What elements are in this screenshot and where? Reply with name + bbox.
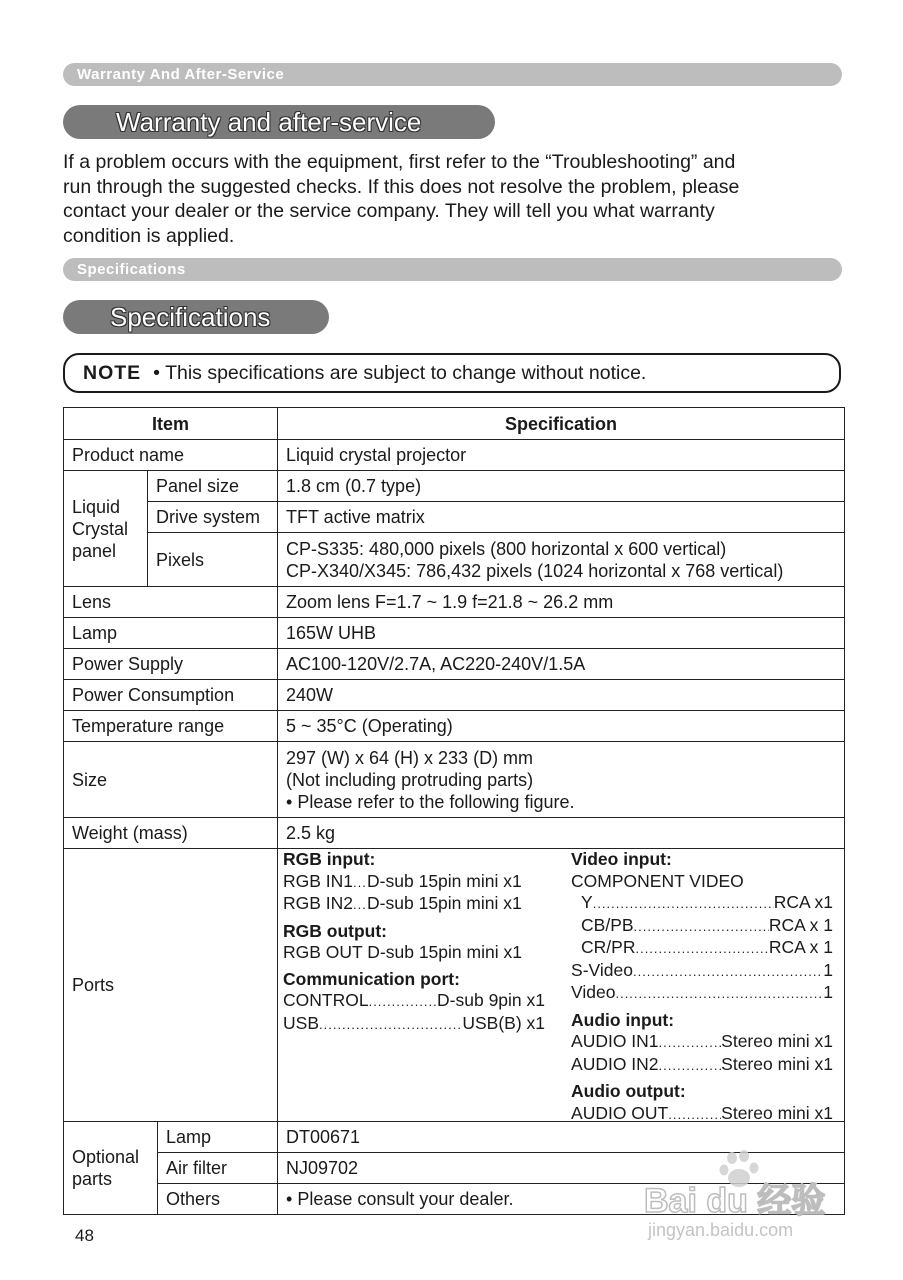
table-row-ports [64, 849, 845, 1122]
video-input-heading: Video input: [571, 849, 672, 869]
intro-line: condition is applied. [63, 224, 235, 247]
port-value: RCA x 1 [768, 914, 834, 935]
table-row [64, 742, 845, 818]
row-value: NJ09702 [278, 1153, 845, 1184]
row-label: Lens [64, 587, 278, 618]
table-row [64, 711, 845, 742]
watermark-brand: Bai du 经验 [644, 1182, 826, 1220]
port-key: USB [283, 1012, 319, 1033]
note-label: NOTE [83, 362, 142, 384]
port-value: Stereo mini x1 [721, 1102, 834, 1123]
port-value: RCA x 1 [768, 937, 834, 957]
section-header-bar-warranty: Warranty And After-Service [63, 63, 842, 86]
row-value: Liquid crystal projector [278, 440, 845, 471]
ports-left-column [283, 849, 545, 1035]
row-label: Product name [64, 440, 278, 471]
port-value: Stereo mini x1 [721, 1053, 834, 1074]
port-value: D-sub 9pin x1 [437, 990, 546, 1010]
port-value: 1 [823, 959, 834, 980]
table-row [64, 649, 845, 680]
table-row [64, 818, 845, 849]
page-title-specifications: Specifications [63, 300, 329, 334]
port-key: RGB IN2 [283, 893, 354, 913]
row-value [278, 533, 845, 587]
port-value: 1 [823, 982, 834, 1002]
port-value: RCA x1 [773, 892, 834, 912]
row-value: 2.5 kg [278, 818, 845, 849]
row-value: 165W UHB [278, 618, 845, 649]
row-value [278, 742, 845, 818]
rgb-output-heading: RGB output: [283, 920, 388, 941]
port-value: D-sub 15pin mini x1 [367, 870, 522, 891]
row-label: Panel size [148, 471, 278, 502]
communication-port-heading: Communication port: [283, 968, 460, 989]
intro-paragraph [63, 150, 823, 248]
baidu-watermark [640, 1148, 850, 1243]
group-label-line: Optional [72, 1147, 140, 1167]
port-key: S-Video [571, 959, 633, 980]
value-line: • Please refer to the following figure. [286, 791, 575, 812]
port-entry [283, 990, 545, 1013]
port-entry [283, 893, 545, 916]
audio-input-heading: Audio input: [571, 1009, 675, 1030]
value-line: 297 (W) x 64 (H) x 233 (D) mm [286, 747, 534, 768]
row-value: TFT active matrix [278, 502, 845, 533]
audio-output-heading: Audio output: [571, 1081, 686, 1101]
row-label: Power Supply [64, 649, 278, 680]
header-specification: Specification [278, 408, 845, 440]
port-entry [571, 960, 833, 983]
value-line: CP-X340/X345: 786,432 pixels (1024 horizontal x 768 vertical) [286, 560, 784, 581]
intro-line: run through the suggested checks. If this does not resolve the problem, please [63, 175, 740, 198]
group-label-line: panel [72, 540, 117, 561]
watermark-url: jingyan.baidu.com [648, 1220, 794, 1240]
row-value: • Please consult your dealer. [278, 1184, 845, 1215]
port-value: D-sub 15pin mini x1 [367, 893, 522, 913]
port-key: CB/PB [581, 914, 634, 935]
row-label: Lamp [158, 1122, 278, 1153]
port-entry [571, 982, 833, 1005]
row-label: Pixels [148, 533, 278, 587]
port-key: CONTROL [283, 990, 369, 1010]
row-value: 240W [278, 680, 845, 711]
ports-detail [278, 849, 845, 1122]
port-key: CR/PR [581, 937, 636, 957]
group-label-optional-parts [64, 1122, 158, 1215]
port-key: AUDIO IN2 [571, 1053, 659, 1074]
table-row [64, 533, 845, 587]
header-item: Item [64, 408, 278, 440]
ports-right-column [571, 849, 833, 1125]
row-label: Temperature range [64, 711, 278, 742]
table-row [64, 502, 845, 533]
table-row [64, 618, 845, 649]
port-key: AUDIO IN1 [571, 1031, 659, 1051]
port-value: USB(B) x1 [462, 1012, 546, 1033]
port-key: AUDIO OUT [571, 1102, 669, 1123]
port-entry: COMPONENT VIDEO [571, 870, 744, 891]
intro-line: If a problem occurs with the equipment, first refer to the “Troubleshooting” and [63, 151, 736, 173]
port-entry: RGB OUT D-sub 15pin mini x1 [283, 942, 522, 962]
group-label-line: Liquid [72, 496, 121, 517]
port-key: RGB IN1 [283, 870, 354, 891]
port-entry [283, 871, 545, 894]
port-entry [283, 1013, 545, 1036]
table-row [64, 471, 845, 502]
row-value: Zoom lens F=1.7 ~ 1.9 f=21.8 ~ 26.2 mm [278, 587, 845, 618]
row-label: Ports [64, 849, 278, 1122]
note-box [63, 353, 841, 393]
table-row [64, 440, 845, 471]
row-label: Drive system [148, 502, 278, 533]
row-value: 1.8 cm (0.7 type) [278, 471, 845, 502]
specifications-table [63, 407, 845, 1215]
page-title-warranty: Warranty and after-service [63, 105, 495, 139]
row-label: Others [158, 1184, 278, 1215]
group-label-liquid-crystal-panel [64, 471, 148, 587]
page-number: 48 [75, 1226, 94, 1245]
rgb-input-heading: RGB input: [283, 849, 376, 869]
section-header-bar-specifications: Specifications [63, 258, 842, 281]
port-entry [571, 1103, 833, 1126]
group-label-line: parts [72, 1169, 113, 1189]
port-entry [571, 1031, 833, 1054]
row-label: Power Consumption [64, 680, 278, 711]
port-entry [571, 892, 833, 915]
row-value: DT00671 [278, 1122, 845, 1153]
value-line: (Not including protruding parts) [286, 769, 534, 790]
port-value: Stereo mini x1 [721, 1031, 834, 1051]
port-key: Video [571, 982, 616, 1002]
table-header-row [64, 408, 845, 440]
note-text: • This specifications are subject to change without notice. [153, 362, 647, 384]
row-label: Weight (mass) [64, 818, 278, 849]
group-label-line: Crystal [72, 518, 129, 539]
port-entry [571, 1054, 833, 1077]
row-value: AC100-120V/2.7A, AC220-240V/1.5A [278, 649, 845, 680]
port-entry [571, 937, 833, 960]
intro-line: contact your dealer or the service company. They will tell you what warranty [63, 200, 715, 222]
row-label: Lamp [64, 618, 278, 649]
port-entry [571, 915, 833, 938]
row-value: 5 ~ 35°C (Operating) [278, 711, 845, 742]
table-row [64, 587, 845, 618]
value-line: CP-S335: 480,000 pixels (800 horizontal x 600 vertical) [286, 538, 727, 559]
table-row [64, 680, 845, 711]
port-key: Y [581, 892, 593, 912]
row-label: Size [64, 742, 278, 818]
row-label: Air filter [158, 1153, 278, 1184]
